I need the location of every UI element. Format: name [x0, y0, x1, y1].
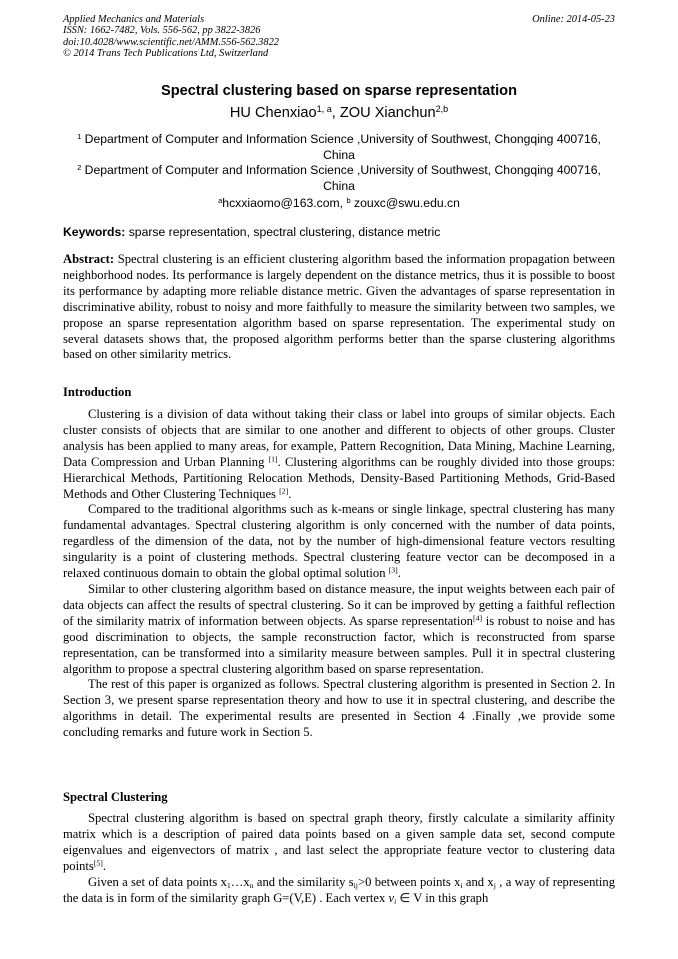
paragraph — [63, 407, 615, 502]
affiliation-1 — [63, 132, 615, 163]
paragraph-text: is robust to noise and has good discrimination to objects, the sample reconstruction factor, which is reconstructed from sparse representation, can be transformed into a similarity measure between samples. Pull it in spectral clustering algorithm to propose a spectral clustering algorithm based on sparse representation. — [63, 613, 615, 676]
keywords-text: sparse representation, spectral clustering, distance metric — [125, 225, 441, 239]
author-line — [63, 103, 615, 123]
subscript: n — [249, 880, 254, 890]
paragraph-text: Similar to other clustering algorithm based on distance measure, the input weights between each pair of data objects can affect the results of spectral clustering. So it can be improved by getting a faithful reflection of the similarity matrix of information between objects. As sparse representation — [63, 581, 615, 628]
paragraph-text: . — [102, 858, 107, 873]
subscript: 1 — [226, 880, 231, 890]
abstract — [63, 252, 615, 363]
citation: [2] — [279, 486, 289, 496]
paragraph — [63, 502, 615, 582]
paragraph-text: and the similarity s — [253, 874, 354, 889]
paragraph-text: Given a set of data points x — [88, 874, 227, 889]
author-2-superscript: 2,b — [435, 104, 449, 115]
email-b: zouxc@swu.edu.cn — [350, 196, 460, 210]
doi-line: doi:10.4028/www.scientific.net/AMM.556-562.3822 — [63, 36, 279, 48]
introduction-body — [63, 407, 615, 741]
affiliation-2-text: Department of Computer and Information Science ,University of Southwest, Chongqing 400716, China — [84, 163, 601, 193]
affiliation-1-number: 1 — [77, 131, 82, 141]
journal-name: Applied Mechanics and Materials — [63, 14, 205, 25]
subscript: i — [394, 896, 397, 906]
paragraph-text: , a way of representing the data is in form of the similarity graph G=(V,E) . Each vertex — [63, 874, 615, 905]
spectral-clustering-body — [63, 811, 615, 906]
subscript: i — [460, 880, 463, 890]
subscript: j — [493, 880, 496, 890]
email-a: hcxxiaomo@163.com, — [222, 196, 347, 210]
email-line — [63, 195, 615, 211]
author-1-name: HU Chenxiao — [229, 105, 317, 121]
citation: [4] — [472, 613, 483, 623]
paragraph-text: Clustering is a division of data without taking their class or label into groups of similar objects. Each cluster consists of objects that are similar to one another and different to objects of other groups. Cluster analysis has been applied to many areas, for example, Pattern Recognition, Data Mining, Machine Learning, Data Compression and Urban Planning — [63, 407, 615, 469]
paragraph — [63, 582, 615, 677]
paragraph — [63, 811, 615, 875]
author-1-superscript: 1, a — [316, 104, 332, 115]
email-b-superscript: b — [346, 195, 351, 205]
citation: [5] — [93, 858, 103, 868]
affiliation-2 — [63, 163, 615, 194]
paragraph-text: ∈ V in this graph — [396, 890, 489, 905]
paragraph-text: Spectral clustering algorithm is based on spectral graph theory, firstly calculate a similarity affinity matrix which is a description of paired data points based on a given sample data set, second compute eigenvalues and eigenvectors of matrix , and last select the appropriate feature vector to clustering data points — [63, 811, 615, 873]
paper-title: Spectral clustering based on sparse representation — [160, 83, 518, 99]
paragraph-text: . — [397, 566, 401, 581]
abstract-label: Abstract: — [63, 252, 115, 266]
citation: [1] — [268, 454, 278, 464]
affiliation-1-text: Department of Computer and Information Science ,University of Southwest, Chongqing 400716, China — [84, 132, 601, 162]
author-2-name: ZOU Xianchun — [339, 105, 436, 121]
keywords — [63, 224, 615, 240]
citation: [3] — [388, 565, 398, 575]
paragraph-text: Compared to the traditional algorithms such as k-means or single linkage, spectral clustering has many fundamental advantages. Spectral clustering algorithm is only concerned with the number of data points, regardless of the dimension of the data, not by the number of high-dimensional feature vectors resulting singularity is a point of clustering methods. Spectral clustering feature vector can be decomposed in a relaxed continuous domain to obtain the global optimal solution — [63, 502, 615, 581]
affiliation-2-number: 2 — [77, 162, 82, 172]
paragraph-text: …x — [230, 874, 250, 889]
online-date: Online: 2014-05-23 — [532, 14, 615, 25]
abstract-text: Spectral clustering is an efficient clustering algorithm based the information propagation between neighborhood nodes. Its performance is largely dependent on the distance metrics, thus it is possible to boost its performance by adapting more reliable distance metric. Given the advantages of sparse representation in discriminative ability, robust to noisy and more faithfully to measure the similarity between two samples, we propose an sparse representation algorithm based on sparse representation. The experimental study on several datasets shows that, the proposed algorithm performs better than the sparse clustering algorithms based on other similarity metrics. — [63, 252, 615, 362]
section-heading-spectral-clustering: Spectral Clustering — [63, 790, 168, 804]
paragraph: The rest of this paper is organized as follows. Spectral clustering algorithm is presented in Section 2. In Section 3, we present sparse representation theory and how to use it in spectral clustering, and describe the algorithms in detail. The experimental results are presented in Section 4 .Finally ,we provide some concluding remarks and future work in Section 5. — [63, 677, 615, 740]
copyright-line: © 2014 Trans Tech Publications Ltd, Switzerland — [63, 47, 269, 59]
email-a-superscript: a — [218, 195, 223, 205]
paragraph — [63, 875, 615, 907]
paragraph-text: and x — [462, 874, 494, 889]
issn-line: ISSN: 1662-7482, Vols. 556-562, pp 3822-3826 — [63, 25, 261, 37]
paragraph-text: . Clustering algorithms can be roughly divided into those groups: Hierarchical Methods, Partitioning Relocation Methods, Density-Based Partitioning Methods, Grid-Based Methods and Other Clustering Techniques — [63, 454, 615, 501]
journal-header — [63, 14, 615, 59]
subscript: ij — [353, 880, 358, 890]
section-heading-introduction: Introduction — [63, 385, 132, 399]
math-symbol: v — [388, 890, 395, 905]
author-separator: , — [331, 105, 340, 121]
keywords-label: Keywords: — [63, 225, 126, 239]
paragraph-text: . — [288, 486, 292, 501]
paragraph-text: >0 between points x — [357, 874, 461, 889]
